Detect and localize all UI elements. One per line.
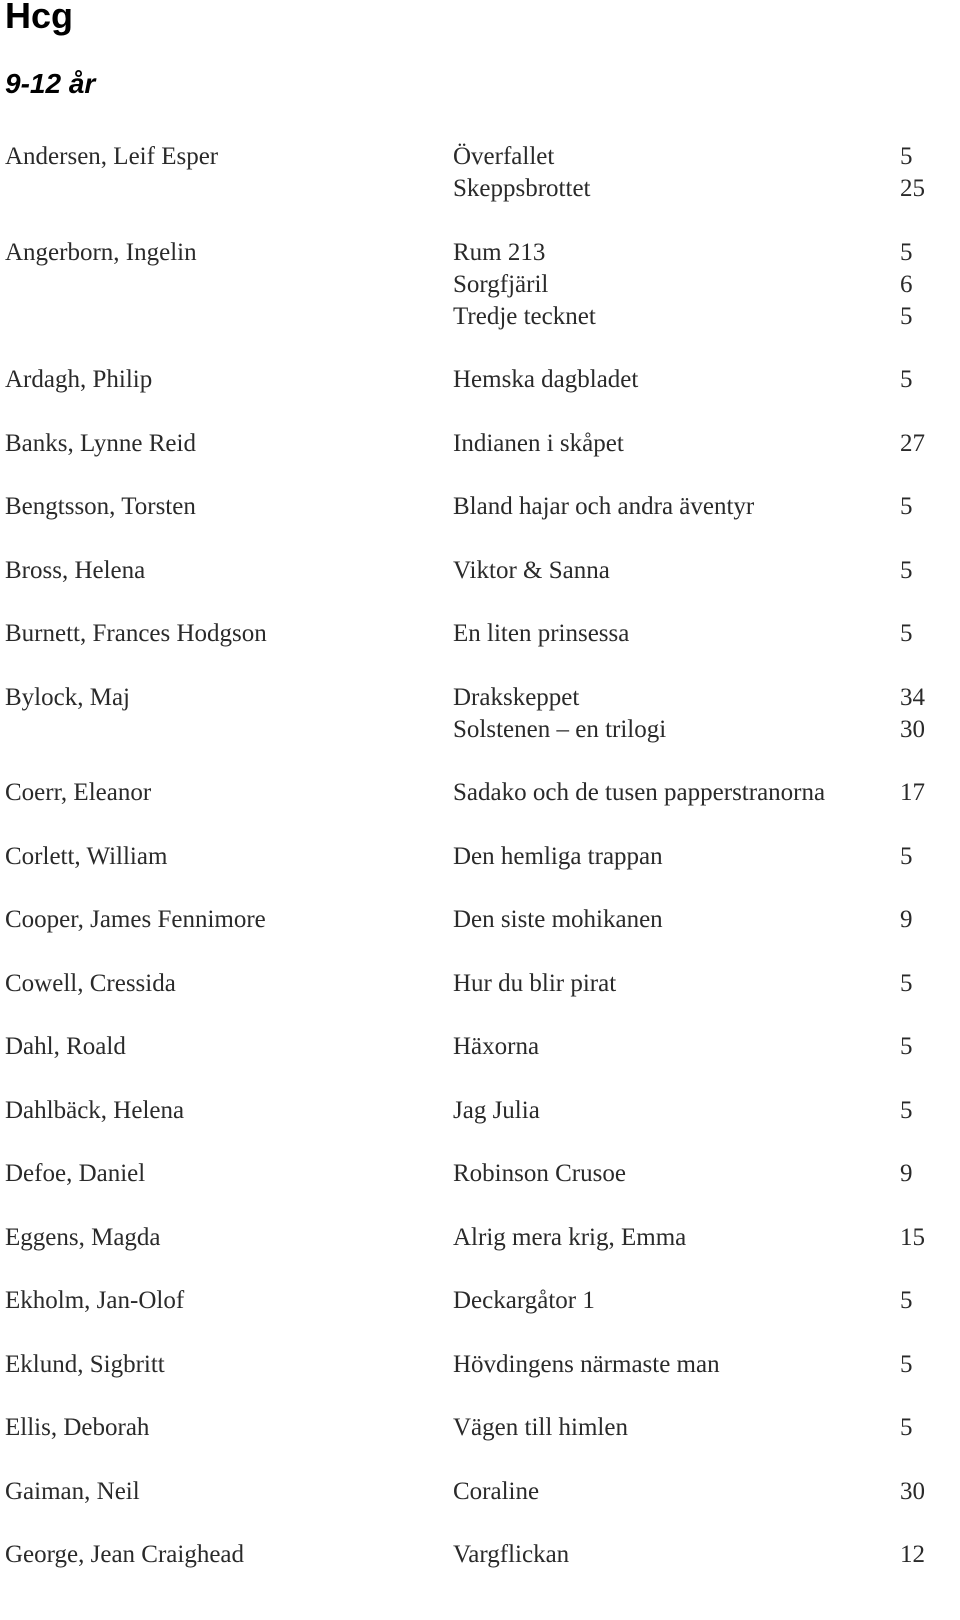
author-name: Banks, Lynne Reid [5,429,196,457]
book-title: Coraline [453,1477,540,1505]
book-title: Deckargåtor 1 [453,1287,595,1314]
book-title: Häxorna [453,1033,540,1060]
book-row [0,364,960,396]
book-row [0,714,960,746]
author-name: Gaiman, Neil [5,1477,140,1505]
book-title: Vargflickan [453,1541,570,1568]
author-name: Dahl, Roald [5,1033,126,1060]
author-name: Dahlbäck, Helena [5,1096,185,1124]
book-row [0,1539,960,1571]
book-row [0,173,960,205]
author-name: Bylock, Maj [5,683,130,711]
book-row [0,1031,960,1063]
book-row [0,301,960,333]
book-row [0,428,960,460]
book-count: 9 [900,906,913,933]
book-title: Skeppsbrottet [453,175,591,202]
author-name: Burnett, Frances Hodgson [5,620,267,647]
author-name: Ellis, Deborah [5,1414,150,1441]
book-title: Hemska dagbladet [453,366,639,393]
author-name: Coerr, Eleanor [5,779,152,806]
book-count: 5 [900,556,913,584]
book-row [0,1349,960,1381]
book-title: Överfallet [453,143,555,170]
author-name: Corlett, William [5,842,168,870]
book-title: Jag Julia [453,1096,540,1124]
book-count: 5 [900,1350,913,1378]
book-count: 5 [900,238,913,266]
book-count: 17 [900,779,925,806]
author-entry [0,364,960,396]
book-row [0,904,960,936]
book-row [0,141,960,173]
author-name: Bengtsson, Torsten [5,493,196,520]
author-entry [0,1476,960,1508]
book-row [0,968,960,1000]
author-entry [0,1349,960,1381]
author-entry [0,1095,960,1127]
book-count: 30 [900,1477,925,1505]
book-row [0,1222,960,1254]
book-row [0,491,960,523]
book-count: 5 [900,1096,913,1124]
book-row [0,841,960,873]
book-title: Tredje tecknet [453,302,596,330]
book-title: Viktor & Sanna [453,556,610,584]
author-name: Eklund, Sigbritt [5,1350,165,1378]
book-count: 5 [900,620,913,647]
book-row [0,777,960,809]
book-title: Vägen till himlen [453,1414,628,1441]
book-count: 25 [900,175,925,202]
book-title: Indianen i skåpet [453,429,624,457]
author-entry [0,1285,960,1317]
author-name: Cooper, James Fennimore [5,906,266,933]
book-count: 5 [900,1287,913,1314]
age-group-subtitle: 9-12 år [5,68,96,99]
author-name: Cowell, Cressida [5,969,176,997]
author-name: Bross, Helena [5,556,146,584]
book-title: Rum 213 [453,238,546,266]
book-count: 34 [900,683,925,711]
book-count: 5 [900,302,913,330]
book-row [0,1158,960,1190]
author-entry [0,237,960,333]
book-title: Hur du blir pirat [453,969,617,997]
book-count: 5 [900,143,913,170]
book-title: Drakskeppet [453,683,580,711]
author-name: Eggens, Magda [5,1223,161,1251]
book-title: Den hemliga trappan [453,842,663,870]
book-row [0,618,960,650]
book-title: Bland hajar och andra äventyr [453,493,755,520]
book-count: 5 [900,969,913,997]
book-count: 5 [900,1033,913,1060]
book-count: 12 [900,1541,925,1568]
book-count: 15 [900,1223,925,1251]
author-entry [0,618,960,650]
book-title: Den siste mohikanen [453,906,663,933]
author-entry [0,968,960,1000]
book-count: 27 [900,429,925,457]
book-row [0,1412,960,1444]
author-entry [0,841,960,873]
book-row [0,269,960,301]
book-count: 5 [900,493,913,520]
page-title: Hcg [5,0,74,36]
author-entry [0,141,960,205]
book-count: 6 [900,270,913,298]
author-name: Ekholm, Jan-Olof [5,1287,185,1314]
book-count: 9 [900,1160,913,1187]
author-entry [0,1158,960,1190]
author-entry [0,1031,960,1063]
book-count: 30 [900,715,925,743]
author-entry [0,777,960,809]
book-row [0,1095,960,1127]
author-name: Ardagh, Philip [5,366,153,393]
book-count: 5 [900,842,913,870]
book-list [0,141,960,1603]
author-entry [0,491,960,523]
author-name: Andersen, Leif Esper [5,143,219,170]
book-row [0,237,960,269]
author-entry [0,428,960,460]
book-row [0,1476,960,1508]
author-name: Angerborn, Ingelin [5,238,197,266]
book-title: Hövdingens närmaste man [453,1350,720,1378]
book-row [0,1285,960,1317]
author-name: George, Jean Craighead [5,1541,245,1568]
author-name: Defoe, Daniel [5,1160,146,1187]
author-entry [0,1412,960,1444]
book-title: Sorgfjäril [453,270,549,298]
author-entry [0,1539,960,1571]
book-row [0,555,960,587]
author-entry [0,904,960,936]
author-entry [0,555,960,587]
book-title: Sadako och de tusen papperstranorna [453,779,826,806]
book-title: Solstenen – en trilogi [453,715,667,743]
book-row [0,682,960,714]
book-title: Robinson Crusoe [453,1160,626,1187]
author-entry [0,1222,960,1254]
book-title: Alrig mera krig, Emma [453,1223,687,1251]
author-entry [0,682,960,746]
book-count: 5 [900,1414,913,1441]
book-count: 5 [900,366,913,393]
book-title: En liten prinsessa [453,620,630,647]
